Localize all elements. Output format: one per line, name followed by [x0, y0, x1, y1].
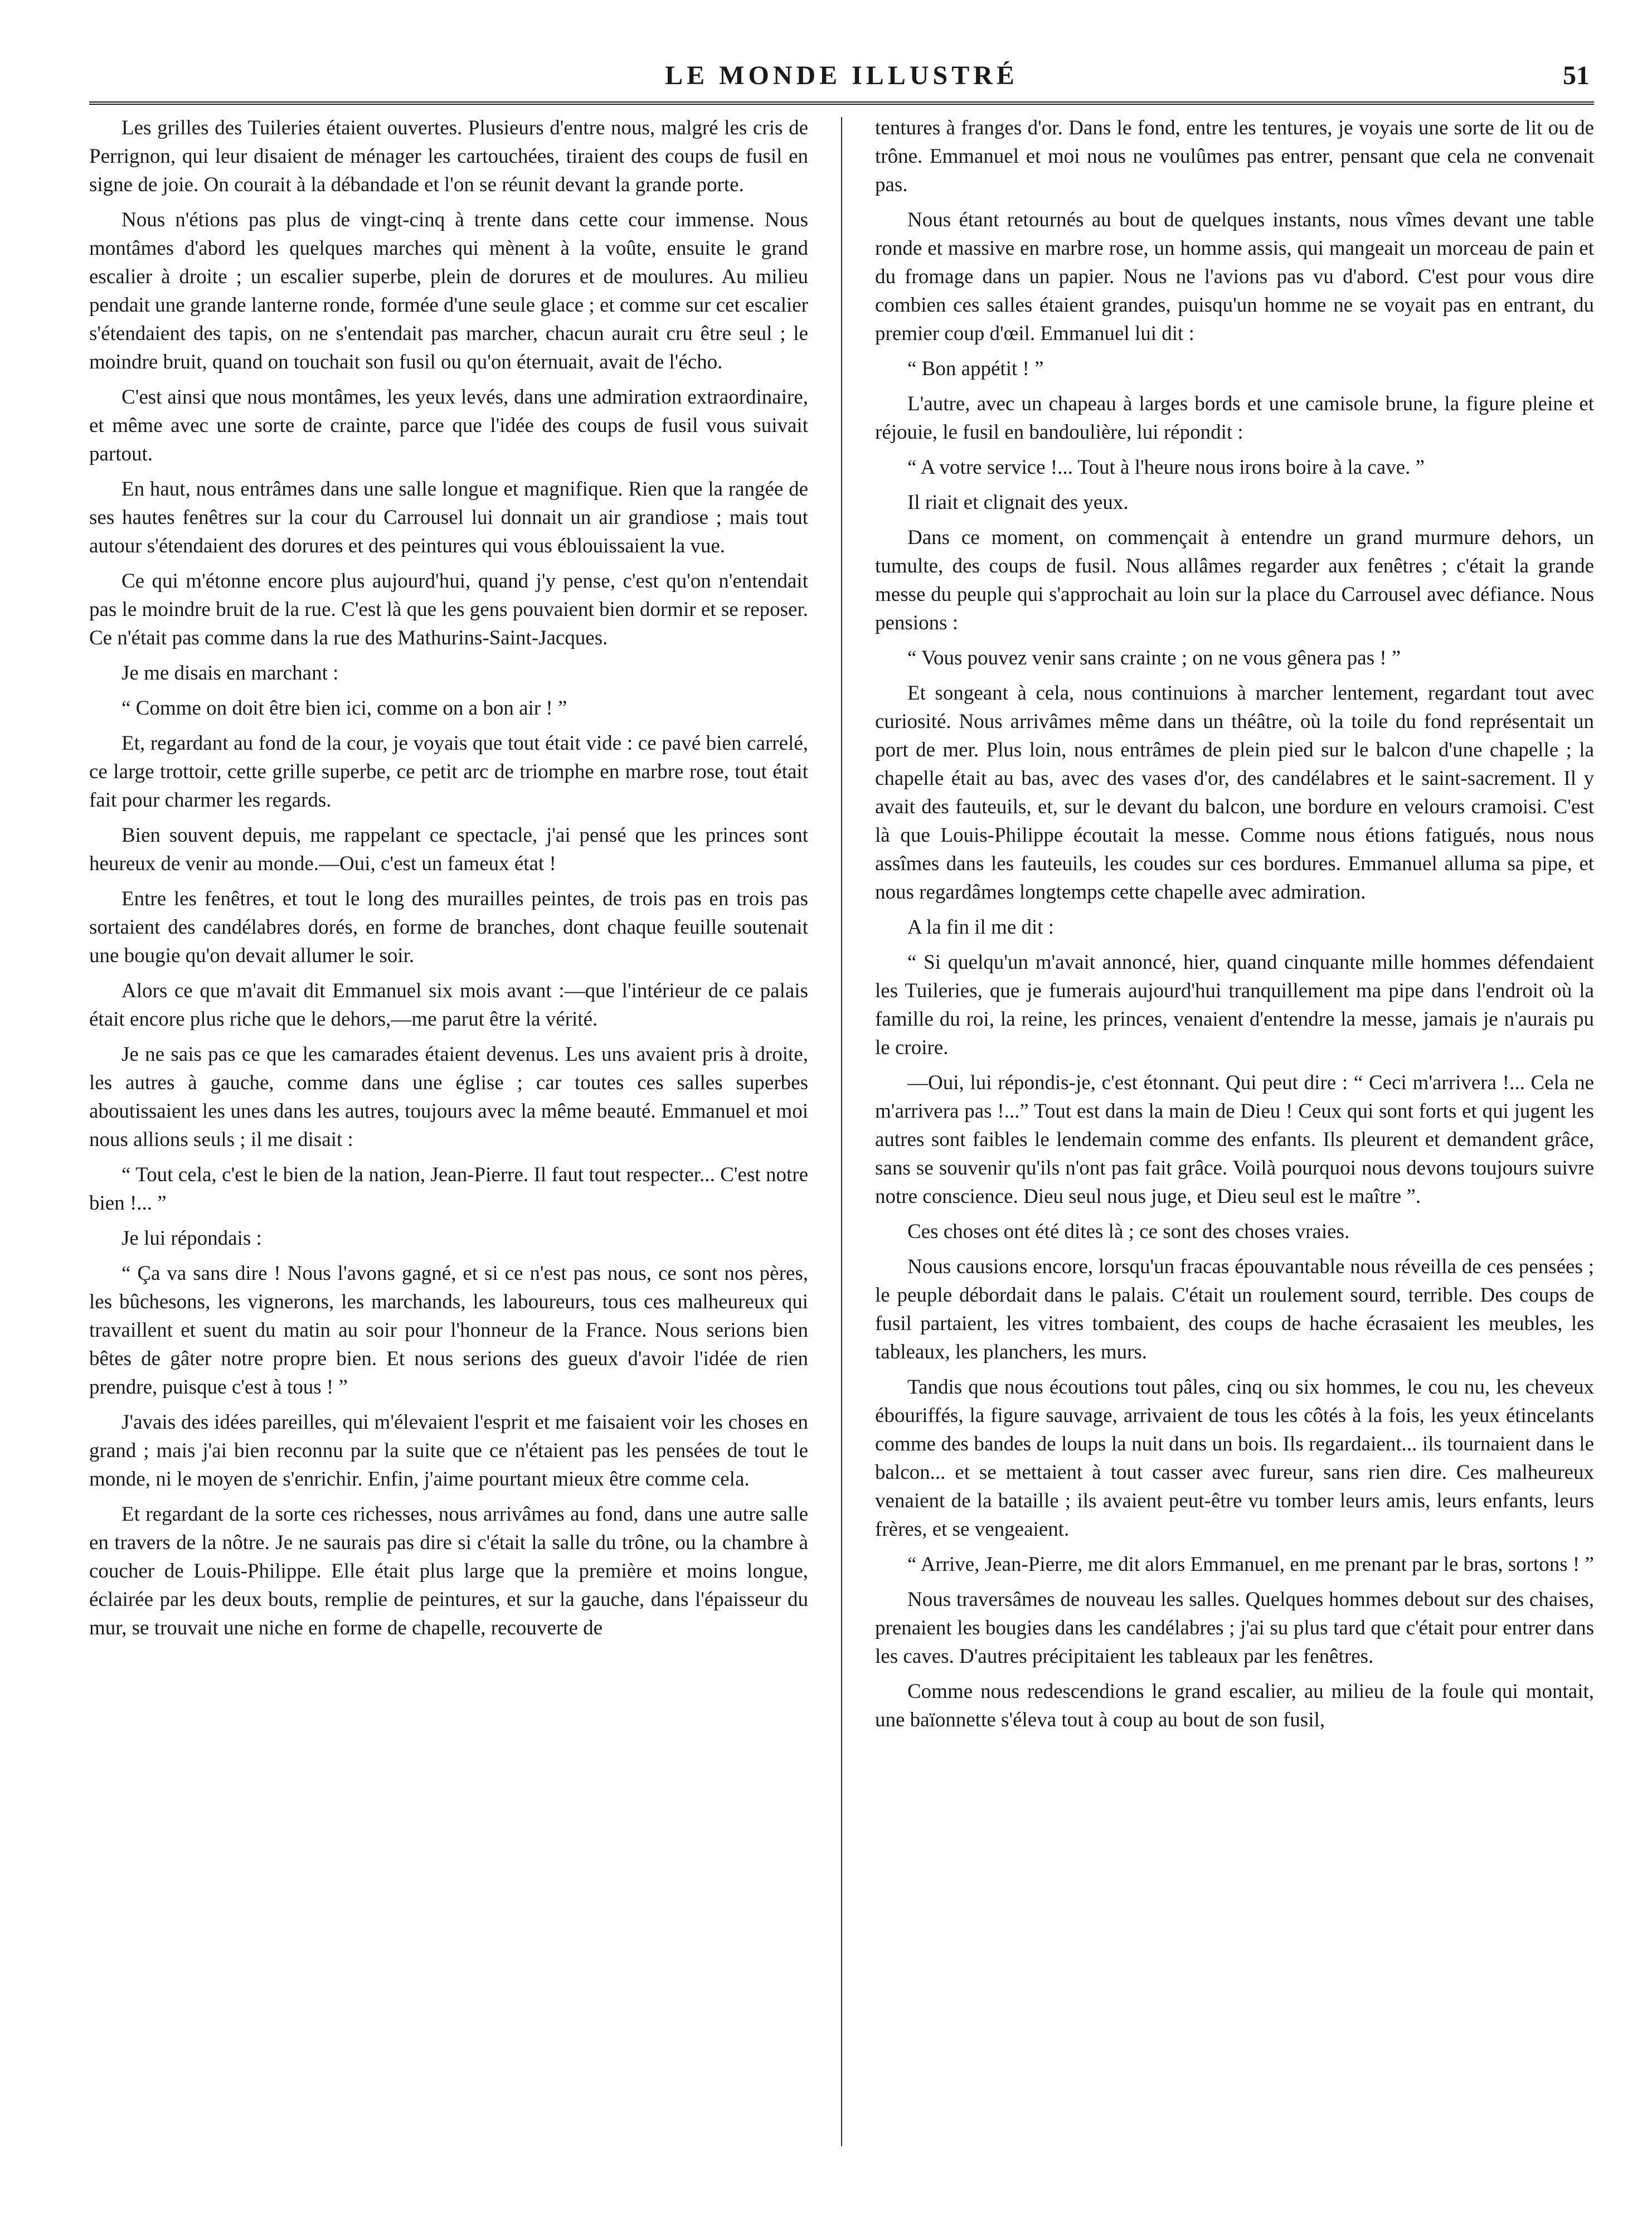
left-column — [89, 114, 808, 2154]
paragraph: “ A votre service !... Tout à l'heure nous irons boire à la cave. ” — [907, 456, 1425, 479]
paragraph: “ Tout cela, c'est le bien de la nation, Jean-Pierre. Il faut tout respecter... C'est notre bien !... ” — [89, 1163, 808, 1215]
paragraph: “ Ça va sans dire ! Nous l'avons gagné, et si ce n'est pas nous, ce sont nos pères, les bûchesons, les vignerons, les marchands, les laboureurs, tous ces malheureux qui travaillent et suent du matin au soir pour l'honneur de la France. Nous serions bien bêtes de gâter notre propre bien. Et nous serions des gueux d'avoir l'idée de rien prendre, puisque c'est à tous ! ” — [89, 1262, 808, 1399]
paragraph: “ Arrive, Jean-Pierre, me dit alors Emmanuel, en me prenant par le bras, sortons ! ” — [907, 1553, 1594, 1576]
paragraph: Et regardant de la sorte ces richesses, nous arrivâmes au fond, dans une autre salle en travers de la nôtre. Je ne saurais pas dire si c'était la salle du trône, ou la chambre à coucher de Louis-Philippe. Elle était plus large que la première et moins longue, éclairée par les deux bouts, remplie de peintures, et sur la gauche, dans l'épaisseur du mur, se trouvait une niche en forme de chapelle, recouverte de — [89, 1503, 808, 1639]
paragraph: Je me disais en marchant : — [122, 662, 339, 685]
paragraph: En haut, nous entrâmes dans une salle longue et magnifique. Rien que la rangée de ses hautes fenêtres sur la cour du Carrousel lui donnait un air grandiose ; mais tout autour s'étendaient des dorures et des peintures qui vous éblouissaient la vue. — [89, 478, 808, 557]
paragraph: Entre les fenêtres, et tout le long des murailles peintes, de trois pas en trois pas sortaient des candélabres dorés, en forme de branches, dont chaque feuille soutenait une bougie qu'on devait allumer le soir. — [89, 887, 808, 967]
paragraph: tentures à franges d'or. Dans le fond, entre les tentures, je voyais une sorte de lit ou de trône. Emmanuel et moi nous ne voulûmes pas entrer, pensant que cela ne convenait pas. — [875, 117, 1594, 196]
column-divider — [841, 117, 842, 2146]
paragraph: Nous n'étions pas plus de vingt-cinq à trente dans cette cour immense. Nous montâmes d'abord les quelques marches qui mènent à la voûte, ensuite le grand escalier à droite ; un escalier superbe, plein de dorures et de moulures. Au milieu pendait une grande lanterne ronde, formée d'une seule glace ; et comme sur cet escalier s'étendaient des tapis, on ne s'entendait pas marcher, chacun aurait cru être seul ; le moindre bruit, quand on touchait son fusil ou qu'on éternuait, avait de l'écho. — [89, 208, 808, 373]
paragraph: “ Comme on doit être bien ici, comme on a bon air ! ” — [122, 697, 567, 720]
paragraph: L'autre, avec un chapeau à larges bords et une camisole brune, la figure pleine et réjouie, le fusil en bandoulière, lui répondit : — [875, 392, 1594, 444]
page-header — [89, 56, 1594, 105]
paragraph: Nous traversâmes de nouveau les salles. Quelques hommes debout sur des chaises, prenaient les bougies dans les candélabres ; j'ai su plus tard que c'était pour entrer dans les caves. D'autres précipitaient les tableaux par les fenêtres. — [875, 1588, 1594, 1668]
paragraph: J'avais des idées pareilles, qui m'élevaient l'esprit et me faisaient voir les choses en grand ; mais j'ai bien reconnu par la suite que ce n'étaient pas les pensées de tout le monde, ni le moyen de s'enrichir. Enfin, j'aime pourtant mieux être comme cela. — [89, 1411, 808, 1491]
paragraph: Alors ce que m'avait dit Emmanuel six mois avant :—que l'intérieur de ce palais était encore plus riche que le dehors,—me parut être la vérité. — [89, 979, 808, 1031]
paragraph: Dans ce moment, on commençait à entendre un grand murmure dehors, un tumulte, des coups de fusil. Nous allâmes regarder aux fenêtres ; c'était la grande messe du peuple qui s'approchait au loin sur la place du Carrousel avec défiance. Nous pensions : — [875, 526, 1594, 634]
paragraph: C'est ainsi que nous montâmes, les yeux levés, dans une admiration extraordinaire, et même avec une sorte de crainte, parce que l'idée des coups de fusil vous suivait partout. — [89, 386, 808, 465]
newspaper-page — [89, 56, 1594, 2163]
paragraph: Les grilles des Tuileries étaient ouvertes. Plusieurs d'entre nous, malgré les cris de Perrignon, qui leur disaient de ménager les cartouchées, tiraient des coups de fusil en signe de joie. On courait à la débandade et l'on se réunit devant la grande porte. — [89, 117, 808, 196]
right-column — [875, 114, 1594, 2154]
paragraph: “ Si quelqu'un m'avait annoncé, hier, quand cinquante mille hommes défendaient les Tuileries, que je fumerais aujourd'hui tranquillement ma pipe dans l'endroit où la famille du roi, la reine, les princes, venaient d'entendre la messe, jamais je n'aurais pu le croire. — [875, 951, 1594, 1059]
paragraph: Nous étant retournés au bout de quelques instants, nous vîmes devant une table ronde et massive en marbre rose, un homme assis, qui mangeait un morceau de pain et du fromage dans un papier. Nous ne l'avions pas vu d'abord. C'est pour vous dire combien ces salles étaient grandes, puisqu'un homme ne se voyait pas en entrant, du premier coup d'œil. Emmanuel lui dit : — [875, 208, 1594, 345]
paragraph: Bien souvent depuis, me rappelant ce spectacle, j'ai pensé que les princes sont heureux de venir au monde.—Oui, c'est un fameux état ! — [89, 824, 808, 875]
paragraph: A la fin il me dit : — [907, 916, 1055, 939]
paragraph: Comme nous redescendions le grand escalier, au milieu de la foule qui montait, une baïonnette s'éleva tout à coup au bout de son fusil, — [875, 1680, 1594, 1731]
running-title: LE MONDE ILLUSTRÉ — [665, 61, 1018, 90]
paragraph: Tandis que nous écoutions tout pâles, cinq ou six hommes, le cou nu, les cheveux ébouriffés, la figure sauvage, arrivaient de tous les côtés à la fois, les yeux étincelants comme des bandes de loups la nuit dans un bois. Ils regardaient... ils tournaient dans le balcon... et se mettaient à tout casser avec fureur, sans rien dire. Ces malheureux venaient de la bataille ; ils avaient peut-être vu tomber leurs amis, leurs enfants, leurs frères, et se vengeaient. — [875, 1376, 1594, 1541]
paragraph: Je lui répondais : — [122, 1227, 262, 1250]
paragraph: Et, regardant au fond de la cour, je voyais que tout était vide : ce pavé bien carrelé, ce large trottoir, cette grille superbe, ce petit arc de triomphe en marbre rose, tout était fait pour charmer les regards. — [89, 732, 808, 812]
paragraph: Ces choses ont été dites là ; ce sont des choses vraies. — [907, 1220, 1350, 1243]
paragraph: Nous causions encore, lorsqu'un fracas épouvantable nous réveilla de ces pensées ; le peuple débordait dans le palais. C'était un roulement sourd, terrible. Des coups de fusil partaient, les vitres tombaient, des coups de hache écrasaient les meubles, les tableaux, les planchers, les murs. — [875, 1255, 1594, 1363]
paragraph: “ Bon appétit ! ” — [907, 357, 1044, 380]
paragraph: “ Vous pouvez venir sans crainte ; on ne vous gênera pas ! ” — [907, 647, 1401, 669]
page-number: 51 — [1563, 61, 1590, 90]
paragraph: Je ne sais pas ce que les camarades étaient devenus. Les uns avaient pris à droite, les autres à gauche, comme dans une église ; car toutes ces salles superbes aboutissaient les unes dans les autres, toujours avec la même beauté. Emmanuel et moi nous allions seuls ; il me disait : — [89, 1043, 808, 1151]
paragraph: Et songeant à cela, nous continuions à marcher lentement, regardant tout avec curiosité. Nous arrivâmes même dans un théâtre, où la toile du fond représentait un port de mer. Plus loin, nous entrâmes de plein pied sur le balcon d'une chapelle ; la chapelle était au bas, avec des vases d'or, des candélabres et le saint-sacrement. Il y avait des fauteuils, et, sur le devant du balcon, une bordure en velours cramoisi. C'est là que Louis-Philippe écoutait la messe. Comme nous étions fatigués, nous nous assîmes dans les fauteuils, les coudes sur ces bordures. Emmanuel alluma sa pipe, et nous regardâmes longtemps cette chapelle avec admiration. — [875, 682, 1594, 904]
paragraph: Ce qui m'étonne encore plus aujourd'hui, quand j'y pense, c'est qu'on n'entendait pas le moindre bruit de la rue. C'est là que les gens pouvaient bien dormir et se reposer. Ce n'était pas comme dans la rue des Mathurins-Saint-Jacques. — [89, 570, 808, 649]
paragraph: Il riait et clignait des yeux. — [907, 491, 1129, 514]
text-columns — [89, 114, 1594, 2154]
paragraph: —Oui, lui répondis-je, c'est étonnant. Qui peut dire : “ Ceci m'arrivera !... Cela ne m'arrivera pas !...” Tout est dans la main de Dieu ! Ceux qui sont forts et qui jugent les autres sont faibles le lendemain comme des enfants. Ils pleurent et demandent grâce, sans se souvenir qu'ils n'ont pas fait grâce. Voilà pourquoi nous devons toujours suivre notre conscience. Dieu seul nous juge, et Dieu seul est le maître ”. — [875, 1071, 1594, 1208]
